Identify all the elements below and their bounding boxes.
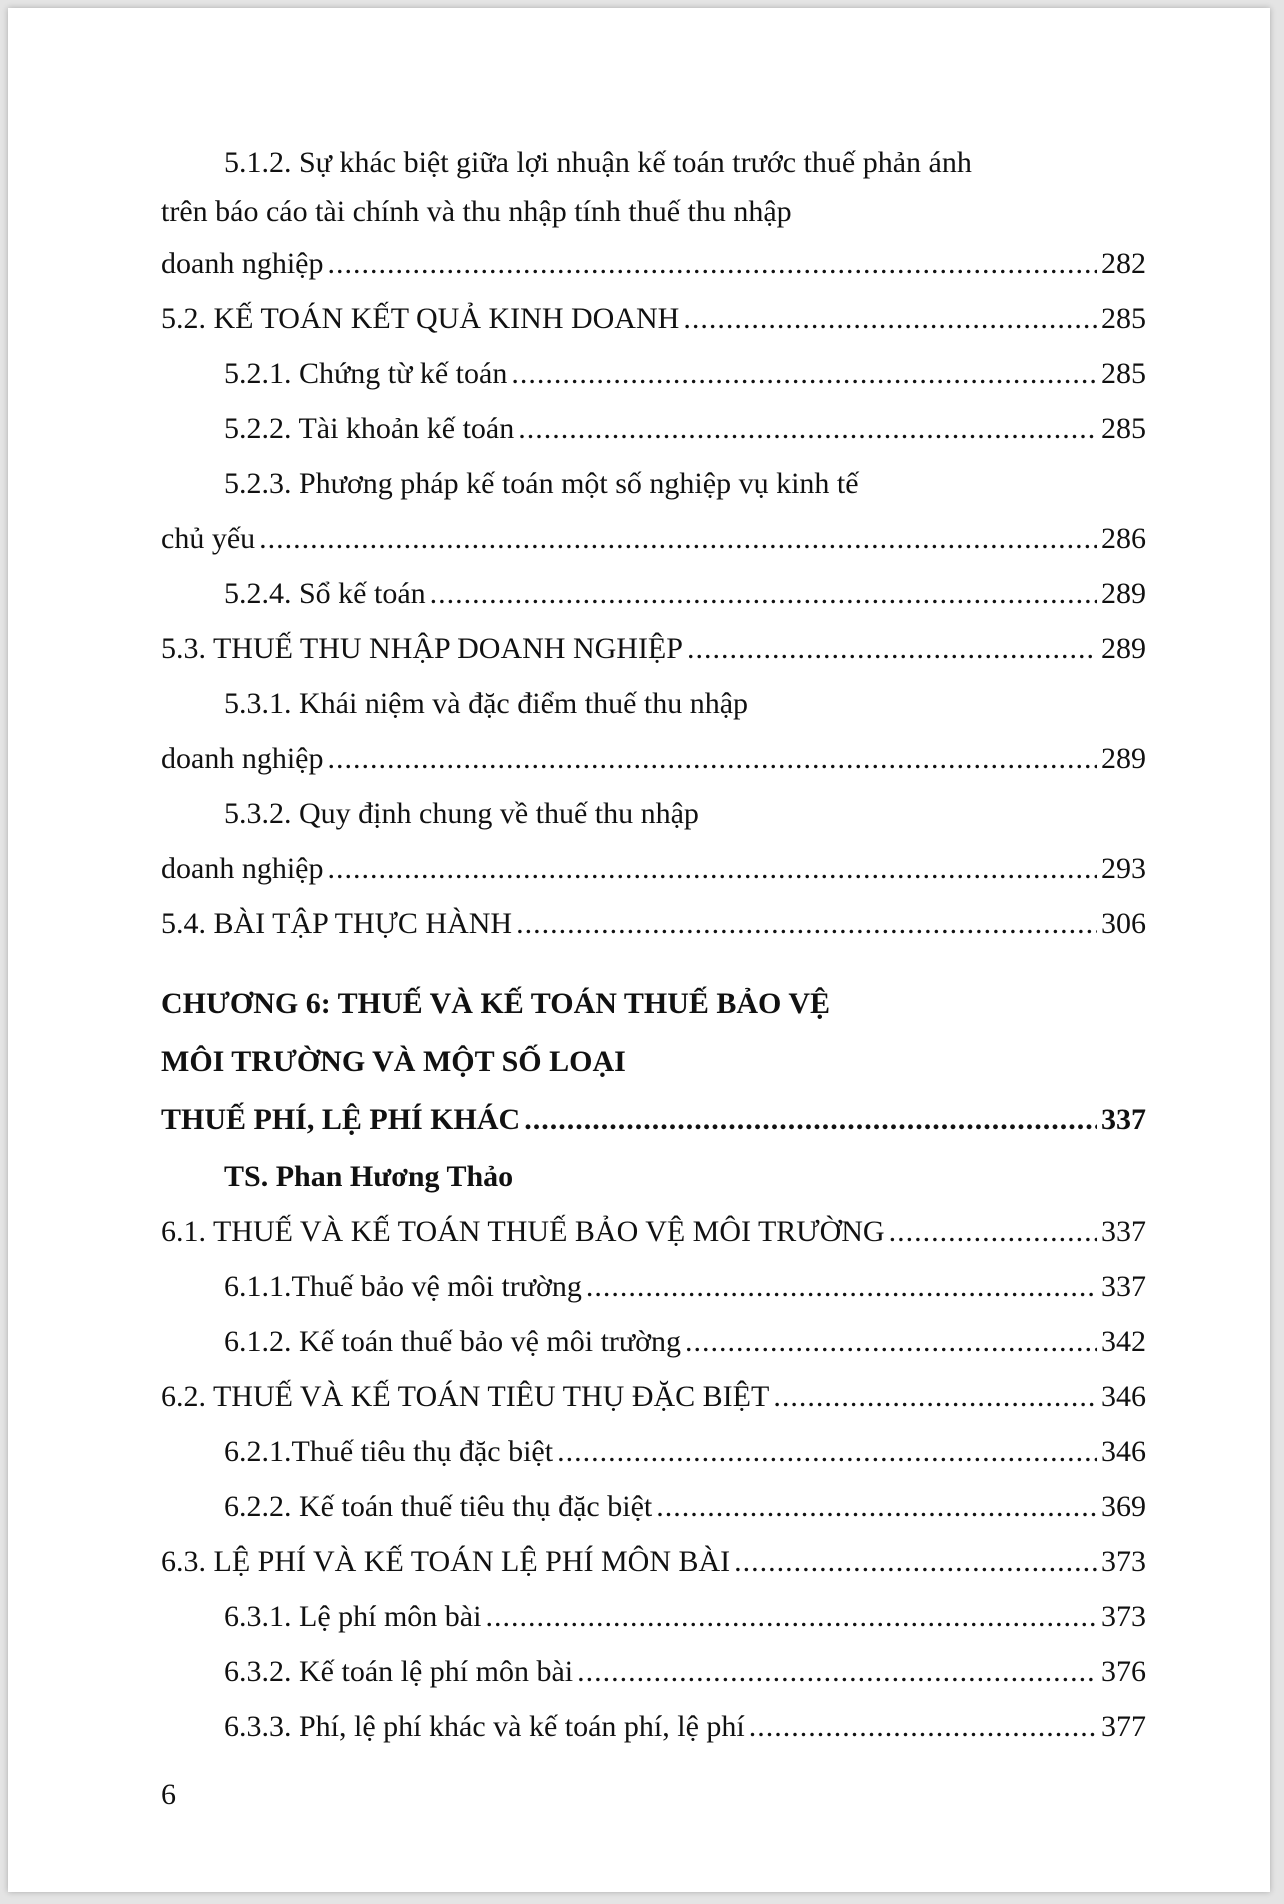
dot-leader bbox=[687, 621, 1097, 676]
toc-entry-6-2-2 bbox=[161, 1479, 1146, 1534]
toc-page-number: 306 bbox=[1101, 907, 1146, 940]
toc-entry-6-1-1 bbox=[161, 1259, 1146, 1314]
toc-entry-5-2-3-line1 bbox=[161, 456, 1146, 511]
toc-page-number: 346 bbox=[1101, 1435, 1146, 1468]
page-number: 6 bbox=[161, 1778, 176, 1811]
toc-entry-text: 6.3.2. Kế toán lệ phí môn bài bbox=[224, 1655, 574, 1688]
dot-leader bbox=[518, 401, 1097, 456]
toc-entry-text: 6.1. THUẾ VÀ KẾ TOÁN THUẾ BẢO VỆ MÔI TRƯỜNG bbox=[161, 1215, 885, 1248]
toc-page-number: 369 bbox=[1101, 1490, 1146, 1523]
toc-entry-6-1 bbox=[161, 1204, 1146, 1259]
toc-entry-text: 5.4. BÀI TẬP THỰC HÀNH bbox=[161, 907, 513, 940]
toc-page-number: 293 bbox=[1101, 852, 1146, 885]
toc-page-number: 289 bbox=[1101, 577, 1146, 610]
toc-entry-text: 6.2.1.Thuế tiêu thụ đặc biệt bbox=[224, 1435, 554, 1468]
toc-page-number: 285 bbox=[1101, 357, 1146, 390]
dot-leader bbox=[577, 1644, 1097, 1699]
table-of-contents bbox=[161, 138, 1146, 1754]
toc-entry-5-3-1-line1 bbox=[161, 676, 1146, 731]
toc-entry-5-4 bbox=[161, 896, 1146, 951]
toc-entry-5-2-1 bbox=[161, 346, 1146, 401]
toc-entry-text: 5.3. THUẾ THU NHẬP DOANH NGHIỆP bbox=[161, 632, 683, 665]
toc-entry-6-2 bbox=[161, 1369, 1146, 1424]
toc-entry-6-1-2 bbox=[161, 1314, 1146, 1369]
toc-entry-text: 6.3. LỆ PHÍ VÀ KẾ TOÁN LỆ PHÍ MÔN BÀI bbox=[161, 1545, 731, 1578]
spacer bbox=[161, 951, 1146, 975]
toc-entry-text: 5.3.2. Quy định chung về thuế thu nhập bbox=[224, 797, 699, 830]
chapter-author bbox=[161, 1149, 1146, 1204]
dot-leader bbox=[259, 511, 1097, 566]
toc-entry-text: 5.3.1. Khái niệm và đặc điểm thuế thu nhập bbox=[224, 687, 749, 720]
toc-entry-text: doanh nghiệp bbox=[161, 742, 324, 775]
toc-entry-5-3 bbox=[161, 621, 1146, 676]
dot-leader bbox=[586, 1259, 1097, 1314]
chapter-title: CHƯƠNG 6: THUẾ VÀ KẾ TOÁN THUẾ BẢO VỆ bbox=[161, 987, 831, 1020]
toc-entry-5-2-4 bbox=[161, 566, 1146, 621]
toc-page-number: 337 bbox=[1101, 1215, 1146, 1248]
dot-leader bbox=[889, 1204, 1097, 1259]
toc-page-number: 377 bbox=[1101, 1710, 1146, 1743]
toc-entry-5-3-2-line1 bbox=[161, 786, 1146, 841]
toc-entry-5-1-2-line3 bbox=[161, 236, 1146, 291]
toc-page-number: 285 bbox=[1101, 302, 1146, 335]
dot-leader bbox=[430, 566, 1097, 621]
author-name: TS. Phan Hương Thảo bbox=[224, 1160, 514, 1193]
toc-entry-text: 6.3.1. Lệ phí môn bài bbox=[224, 1600, 482, 1633]
toc-entry-text: 5.2.4. Sổ kế toán bbox=[224, 577, 426, 610]
dot-leader bbox=[749, 1699, 1097, 1754]
dot-leader bbox=[524, 1091, 1097, 1149]
dot-leader bbox=[685, 1314, 1097, 1369]
toc-page-number: 342 bbox=[1101, 1325, 1146, 1358]
dot-leader bbox=[327, 236, 1097, 291]
toc-chapter-6-line2 bbox=[161, 1033, 1146, 1091]
toc-entry-5-1-2-line2 bbox=[161, 187, 1146, 236]
toc-page-number: 346 bbox=[1101, 1380, 1146, 1413]
toc-entry-text: 6.1.2. Kế toán thuế bảo vệ môi trường bbox=[224, 1325, 682, 1358]
toc-entry-text: 5.2.1. Chứng từ kế toán bbox=[224, 357, 508, 390]
toc-page-number: 289 bbox=[1101, 632, 1146, 665]
toc-page-number: 282 bbox=[1101, 247, 1146, 280]
dot-leader bbox=[557, 1424, 1097, 1479]
dot-leader bbox=[734, 1534, 1097, 1589]
toc-entry-6-3 bbox=[161, 1534, 1146, 1589]
toc-page-number: 376 bbox=[1101, 1655, 1146, 1688]
toc-entry-5-2-2 bbox=[161, 401, 1146, 456]
dot-leader bbox=[511, 346, 1097, 401]
toc-entry-5-2 bbox=[161, 291, 1146, 346]
toc-page-number: 337 bbox=[1101, 1103, 1146, 1136]
toc-chapter-6-line1 bbox=[161, 975, 1146, 1033]
dot-leader bbox=[683, 291, 1097, 346]
toc-entry-text: 5.2. KẾ TOÁN KẾT QUẢ KINH DOANH bbox=[161, 302, 680, 335]
toc-page-number: 285 bbox=[1101, 412, 1146, 445]
toc-entry-text: chủ yếu bbox=[161, 522, 256, 555]
toc-entry-text: 5.2.2. Tài khoản kế toán bbox=[224, 412, 515, 445]
toc-entry-5-3-1-line2 bbox=[161, 731, 1146, 786]
toc-chapter-6-line3 bbox=[161, 1091, 1146, 1149]
toc-page-number: 337 bbox=[1101, 1270, 1146, 1303]
toc-entry-6-3-2 bbox=[161, 1644, 1146, 1699]
toc-entry-text: 6.2. THUẾ VÀ KẾ TOÁN TIÊU THỤ ĐẶC BIỆT bbox=[161, 1380, 770, 1413]
chapter-title: MÔI TRƯỜNG VÀ MỘT SỐ LOẠI bbox=[161, 1045, 626, 1078]
dot-leader bbox=[516, 896, 1097, 951]
dot-leader bbox=[773, 1369, 1097, 1424]
toc-entry-6-2-1 bbox=[161, 1424, 1146, 1479]
dot-leader bbox=[485, 1589, 1097, 1644]
toc-page-number: 373 bbox=[1101, 1545, 1146, 1578]
toc-entry-6-3-1 bbox=[161, 1589, 1146, 1644]
toc-page-number: 373 bbox=[1101, 1600, 1146, 1633]
toc-entry-text: 6.3.3. Phí, lệ phí khác và kế toán phí, lệ phí bbox=[224, 1710, 745, 1743]
dot-leader bbox=[327, 731, 1097, 786]
toc-entry-6-3-3 bbox=[161, 1699, 1146, 1754]
toc-entry-text: doanh nghiệp bbox=[161, 247, 324, 280]
toc-entry-5-3-2-line2 bbox=[161, 841, 1146, 896]
dot-leader bbox=[656, 1479, 1097, 1534]
toc-entry-text: 6.2.2. Kế toán thuế tiêu thụ đặc biệt bbox=[224, 1490, 653, 1523]
toc-page-number: 289 bbox=[1101, 742, 1146, 775]
dot-leader bbox=[327, 841, 1097, 896]
book-page bbox=[8, 8, 1270, 1892]
toc-entry-text: trên báo cáo tài chính và thu nhập tính thuế thu nhập bbox=[161, 195, 792, 228]
toc-entry-5-1-2-line1 bbox=[161, 138, 1146, 187]
toc-entry-text: 5.1.2. Sự khác biệt giữa lợi nhuận kế toán trước thuế phản ánh bbox=[224, 146, 972, 179]
toc-entry-text: 6.1.1.Thuế bảo vệ môi trường bbox=[224, 1270, 582, 1303]
toc-page-number: 286 bbox=[1101, 522, 1146, 555]
chapter-title: THUẾ PHÍ, LỆ PHÍ KHÁC bbox=[161, 1103, 521, 1136]
toc-entry-5-2-3-line2 bbox=[161, 511, 1146, 566]
toc-entry-text: doanh nghiệp bbox=[161, 852, 324, 885]
toc-entry-text: 5.2.3. Phương pháp kế toán một số nghiệp vụ kinh tế bbox=[224, 467, 859, 500]
